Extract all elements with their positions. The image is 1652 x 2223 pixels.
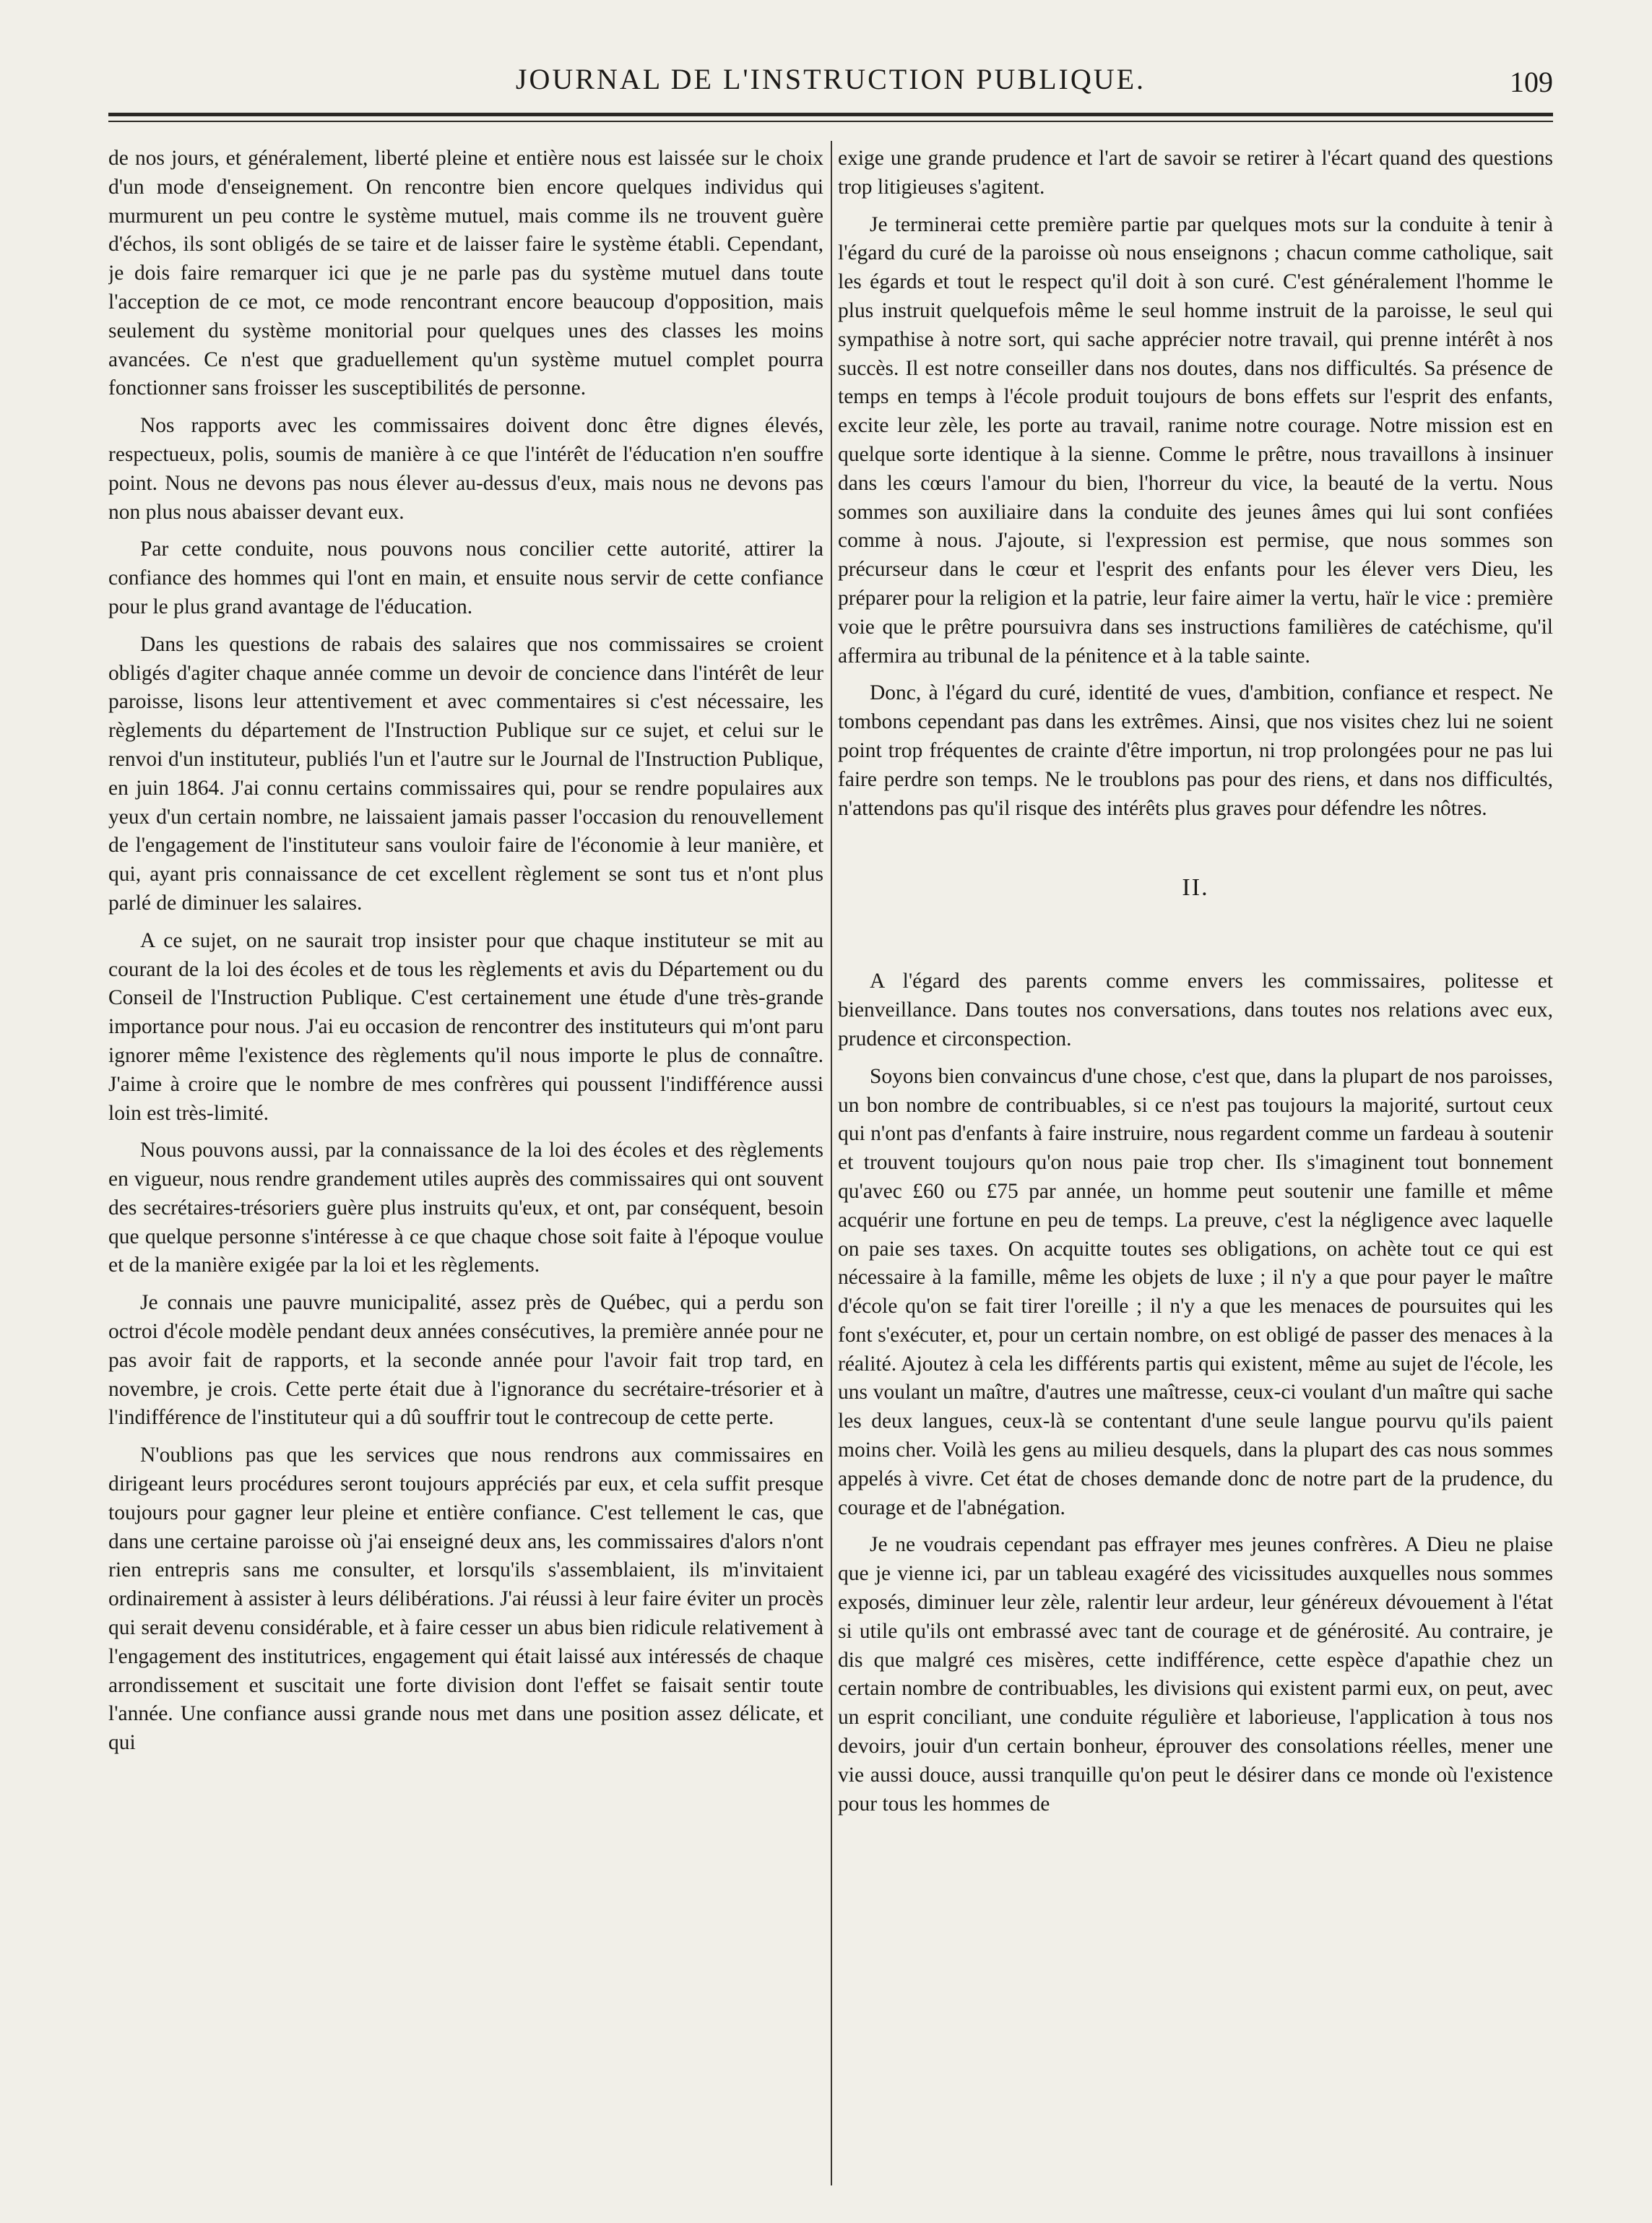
paragraph: A l'égard des parents comme envers les commissaires, politesse et bienveillance. Dans toutes nos conversations, dans toutes nos relations avec eux, prudence et circonspection. [838,970,1553,1050]
paragraph: Dans les questions de rabais des salaires que nos commissaires se croient obligés d'agiter chaque année comme un devoir de concience dans l'intérêt de leur paroisse, lisons leur attentivement et avec commentaires si c'est nécessaire, les règlements du département de l'Instruction Publique sur ce sujet, et celui sur le renvoi d'un instituteur, publiés l'un et l'autre sur le Journal de l'Instruction Publique, en juin 1864. J'ai connu certains commissaires qui, pour se rendre populaires aux yeux d'un certain nombre, ne laissaient jamais passer l'occasion du renouvellement de l'engagement de l'instituteur sans vouloir faire de l'économie à leur manière, et qui, ayant pris connaissance de cet excellent règlement se sont tus et n'ont plus parlé de diminuer les salaires. [108,632,823,915]
paragraph: Donc, à l'égard du curé, identité de vues, d'ambition, confiance et respect. Ne tombons cependant pas dans les extrêmes. Ainsi, que nos visites chez lui ne soient point trop fréquentes de crainte d'être importun, ni trop prolongées pour ne pas lui faire perdre son temps. Ne le troublons pas pour des riens, et dans nos difficultés, n'attendons pas qu'il risque des intérêts plus graves pour défendre les nôtres. [838,681,1553,820]
page-header [108,58,1553,101]
column-divider [831,141,832,2185]
header-rule-thin [108,121,1553,122]
paragraph: Par cette conduite, nous pouvons nous concilier cette autorité, attirer la confiance des hommes qui l'ont en main, et ensuite nous servir de cette confiance pour le plus grand avantage de l'éducation. [108,538,823,618]
paragraph: exige une grande prudence et l'art de savoir se retirer à l'écart quand des questions trop litigieuses s'agitent. [838,147,1553,199]
paragraph: de nos jours, et généralement, liberté pleine et entière nous est laissée sur le choix d'un mode d'enseignement. On rencontre bien encore quelques individus qui murmurent un peu contre le système mutuel, mais comme ils ne trouvent guère d'échos, ils sont obligés de se taire et de laisser faire le système établi. Cependant, je dois faire remarquer ici que je ne parle pas du système mutuel dans toute l'acception de ce mot, ce mode rencontrant encore beaucoup d'opposition, mais seulement du système monitorial pour quelques unes des classes les moins avancées. Ce n'est que graduellement qu'un système mutuel complet pourra fonctionner sans froisser les susceptibilités de personne. [108,147,823,400]
paragraph: Je connais une pauvre municipalité, assez près de Québec, qui a perdu son octroi d'école modèle pendant deux années consécutives, la première année pour ne pas avoir fait de rapports, et la seconde année pour l'avoir fait trop tard, en novembre, je crois. Cette perte était due à l'ignorance du secrétaire-trésorier et à l'indifférence de l'instituteur qui a dû souffrir tout le contrecoup de cette perte. [108,1291,823,1430]
section-heading: II. [1182,874,1209,902]
paragraph: Je terminerai cette première partie par quelques mots sur la conduite à tenir à l'égard du curé de la paroisse où nous enseignons ; chacun comme catholique, sait les égards et tout le respect qu'il doit à son curé. C'est généralement l'homme le plus instruit quelquefois même le seul homme instruit de la paroisse, le seul qui sympathise à notre sort, qui sache apprécier notre travail, qui prenne intérêt à nos succès. Il est notre conseiller dans nos doutes, dans nos difficultés. Sa présence de temps en temps à l'école produit toujours de bons effets sur l'esprit des enfants, excite leur zèle, les porte au travail, ranime notre courage. Notre mission est en quelque sorte identique à la sienne. Comme le prêtre, nous travaillons à insinuer dans les cœurs l'amour du bien, l'horreur du vice, la beauté de la vertu. Nous sommes son auxiliaire dans la conduite des jeunes âmes qui lui sont confiées comme à nous. J'ajoute, si l'expression est permise, que nous sommes son précurseur dans le cœur et l'esprit des enfants pour les élever vers Dieu, les préparer pour la religion et la patrie, leur faire aimer la vertu, haïr le vice : première voie que le prêtre poursuivra dans ses instructions familières de catéchisme, qu'il affermira au tribunal de la pénitence et à la table sainte. [838,212,1553,668]
right-column [838,144,1553,2182]
paragraph: N'oublions pas que les services que nous rendrons aux commissaires en dirigeant leurs procédures seront toujours appréciés par eux, et cela suffit presque toujours pour gagner leur pleine et entière confiance. C'est tellement le cas, que dans une certaine paroisse où j'ai enseigné deux ans, les commissaires d'alors n'ont rien entrepris sans me consulter, et lorsqu'ils s'assemblaient, ils m'invitaient ordinairement à assister à leurs délibérations. J'ai réussi à leur faire éviter un procès qui serait devenu considérable, et à faire cesser un abus bien ridicule relativement à l'engagement des institutrices, engagement qui était laissé aux intéressés de chaque arrondissement et suscitait une forte division dont l'effet se faisait sentir toute l'année. Une confiance aussi grande nous met dans une position assez délicate, et qui [108,1443,823,1755]
paragraph: A ce sujet, on ne saurait trop insister pour que chaque instituteur se mit au courant de la loi des écoles et de tous les règlements et avis du Département ou du Conseil de l'Instruction Publique. C'est certainement une étude d'une très-grande importance pour nous. J'ai eu occasion de rencontrer des instituteurs qui m'ont paru ignorer même l'existence des règlements qu'il nous importe le plus de connaître. J'aime à croire que le nombre de mes confrères qui poussent l'indifférence aussi loin est très-limité. [108,928,823,1125]
paragraph: Nous pouvons aussi, par la connaissance de la loi des écoles et des règlements en vigueur, nous rendre grandement utiles auprès des commissaires qui ont souvent des secrétaires-trésoriers guère plus instruits qu'eux, et ont, par conséquent, besoin que quelque personne s'intéresse à ce que chaque chose soit faite à l'époque voulue et de la manière exigée par la loi et les règlements. [108,1139,823,1277]
paragraph: Soyons bien convaincus d'une chose, c'est que, dans la plupart de nos paroisses, un bon nombre de contribuables, si ce n'est pas toujours la majorité, surtout ceux qui n'ont pas d'enfants à faire instruire, nous regardent comme un fardeau à soutenir et trouvent toujours qu'on nous paie trop cher. Ils s'imaginent tout bonnement qu'avec £60 ou £75 par année, un homme peut soutenir une famille et même acquérir une fortune en peu de temps. La preuve, c'est la négligence avec laquelle on paie ses taxes. On acquitte toutes ses obligations, on achète tout ce qui est nécessaire à la famille, même les objets de luxe ; il n'y a que pour payer le maître d'école qu'on se fait tirer l'oreille ; il n'y a que les menaces de poursuites qui les font s'exécuter, et, pour un certain nombre, on est obligé de passer des menaces à la réalité. Ajoutez à cela les différents partis qui existent, même au sujet de l'école, les uns voulant un maître, d'autres une maîtresse, ceux-ci voulant d'un maître qui sache les deux langues, ceux-là se contentant d'une seule langue pourvu qu'ils paient moins cher. Voilà les gens au milieu desquels, dans la plupart des cas nous sommes appelés à vivre. Cet état de choses demande donc de notre part de la prudence, du courage et de l'abnégation. [838,1064,1553,1519]
paragraph: Nos rapports avec les commissaires doivent donc être dignes élevés, respectueux, polis, soumis de manière à ce que l'intérêt de l'éducation n'en souffre point. Nous ne devons pas nous élever au-dessus d'eux, mais nous ne devons pas non plus nous abaisser devant eux. [108,414,823,524]
header-rule-thick [108,113,1553,116]
running-title: JOURNAL DE L'INSTRUCTION PUBLIQUE. [515,63,1146,95]
page-number: 109 [1510,66,1553,98]
left-column [108,144,823,2182]
paragraph: Je ne voudrais cependant pas effrayer mes jeunes confrères. A Dieu ne plaise que je vienne ici, par un tableau exagéré des vicissitudes auxquelles nous sommes exposés, diminuer leur zèle, ralentir leur ardeur, leur généreux dévouement à l'état si utile qu'ils ont embrassé avec tant de courage et de générosité. Au contraire, je dis que malgré ces misères, cette indifférence, cette espèce d'apathie chez un certain nombre de contribuables, les divisions qui existent parmi eux, on peut, avec un esprit conciliant, une conduite régulière et laborieuse, l'application à tous nos devoirs, jouir d'un certain bonheur, éprouver des consolations réelles, mener une vie aussi douce, aussi tranquille qu'on peut le désirer dans ce monde où l'existence pour tous les hommes de [838,1533,1553,1816]
